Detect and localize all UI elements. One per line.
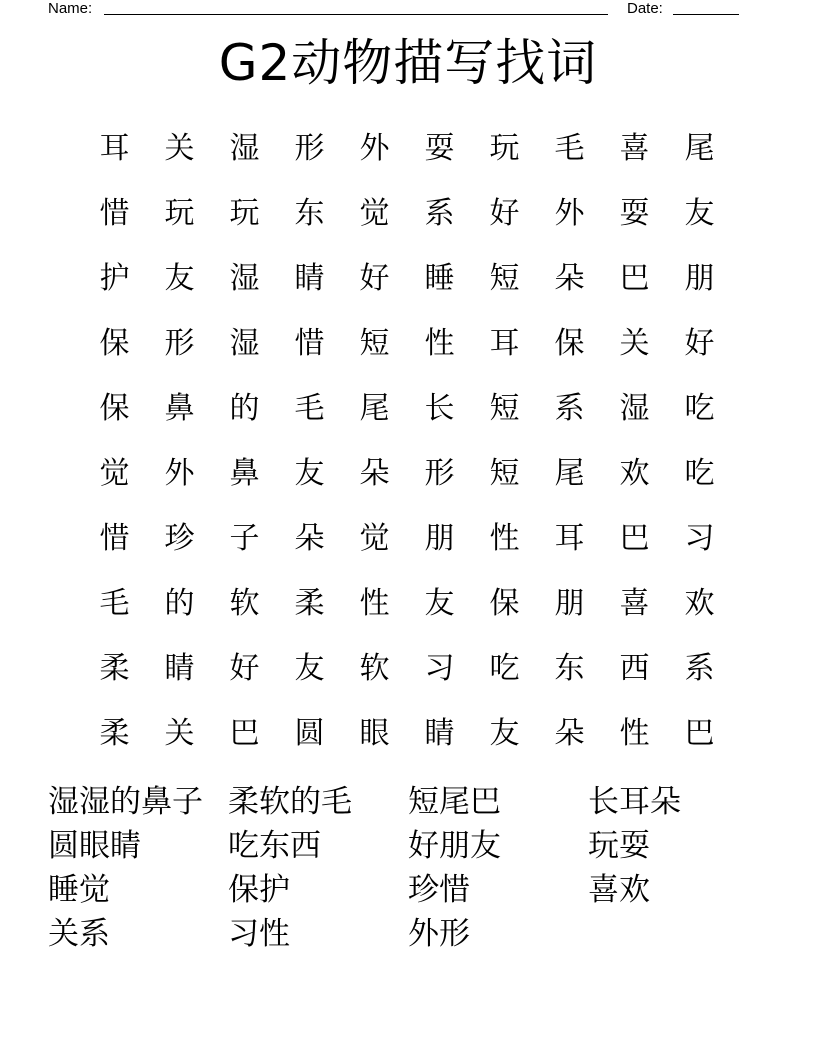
grid-cell: 友 (489, 715, 520, 751)
grid-cell: 湿 (229, 130, 260, 166)
grid-cell: 惜 (99, 520, 130, 556)
grid-cell: 性 (424, 325, 455, 361)
grid-cell: 形 (424, 455, 455, 491)
grid-cell: 柔 (99, 715, 130, 751)
grid-cell: 鼻 (229, 455, 260, 491)
grid-cell: 东 (294, 195, 325, 231)
word-search-grid (82, 112, 732, 762)
grid-cell: 好 (489, 195, 520, 231)
grid-cell: 系 (424, 195, 455, 231)
grid-cell: 的 (229, 390, 260, 426)
grid-cell: 湿 (229, 325, 260, 361)
grid-cell: 吃 (684, 455, 715, 491)
grid-cell: 外 (164, 455, 195, 491)
grid-cell: 耳 (554, 520, 585, 556)
grid-cell: 柔 (294, 585, 325, 621)
grid-cell: 尾 (359, 390, 390, 426)
grid-cell: 护 (99, 260, 130, 296)
grid-cell: 朋 (684, 260, 715, 296)
grid-cell: 耳 (489, 325, 520, 361)
grid-cell: 保 (99, 325, 130, 361)
grid-cell: 关 (619, 325, 650, 361)
grid-cell: 毛 (554, 130, 585, 166)
grid-cell: 关 (164, 130, 195, 166)
grid-cell: 觉 (99, 455, 130, 491)
grid-cell: 巴 (229, 715, 260, 751)
grid-cell: 友 (684, 195, 715, 231)
grid-cell: 朋 (424, 520, 455, 556)
word-list-item: 湿湿的鼻子 (48, 784, 203, 820)
grid-cell: 圆 (294, 715, 325, 751)
grid-cell: 耍 (619, 195, 650, 231)
grid-cell: 鼻 (164, 390, 195, 426)
grid-cell: 保 (554, 325, 585, 361)
grid-cell: 习 (424, 650, 455, 686)
grid-cell: 珍 (164, 520, 195, 556)
grid-cell: 形 (294, 130, 325, 166)
word-list-item: 柔软的毛 (228, 784, 352, 820)
grid-cell: 的 (164, 585, 195, 621)
grid-cell: 巴 (684, 715, 715, 751)
grid-cell: 毛 (99, 585, 130, 621)
grid-cell: 外 (359, 130, 390, 166)
word-list-item: 保护 (228, 872, 290, 908)
grid-cell: 保 (489, 585, 520, 621)
grid-cell: 短 (489, 260, 520, 296)
grid-cell: 朵 (359, 455, 390, 491)
name-label: Name: (48, 0, 93, 17)
grid-cell: 巴 (619, 520, 650, 556)
word-list-item: 习性 (228, 916, 290, 952)
date-label: Date: (627, 0, 663, 17)
grid-cell: 睛 (164, 650, 195, 686)
grid-cell: 朵 (554, 715, 585, 751)
grid-cell: 形 (164, 325, 195, 361)
word-list-item: 喜欢 (588, 872, 650, 908)
grid-cell: 长 (424, 390, 455, 426)
grid-cell: 系 (554, 390, 585, 426)
grid-cell: 友 (164, 260, 195, 296)
grid-cell: 湿 (229, 260, 260, 296)
word-list-item: 外形 (408, 916, 470, 952)
date-blank-line (673, 14, 739, 15)
word-list-item: 睡觉 (48, 872, 110, 908)
grid-cell: 短 (359, 325, 390, 361)
grid-cell: 软 (359, 650, 390, 686)
grid-cell: 系 (684, 650, 715, 686)
word-list-item: 珍惜 (408, 872, 470, 908)
grid-cell: 吃 (684, 390, 715, 426)
grid-cell: 保 (99, 390, 130, 426)
word-list (48, 780, 768, 956)
grid-cell: 短 (489, 390, 520, 426)
word-list-item: 短尾巴 (408, 784, 501, 820)
grid-cell: 喜 (619, 585, 650, 621)
grid-cell: 西 (619, 650, 650, 686)
grid-cell: 惜 (294, 325, 325, 361)
grid-cell: 觉 (359, 520, 390, 556)
grid-cell: 惜 (99, 195, 130, 231)
grid-cell: 友 (424, 585, 455, 621)
word-list-item: 长耳朵 (588, 784, 681, 820)
grid-cell: 朵 (554, 260, 585, 296)
grid-cell: 欢 (619, 455, 650, 491)
grid-cell: 关 (164, 715, 195, 751)
grid-cell: 睛 (424, 715, 455, 751)
grid-cell: 玩 (489, 130, 520, 166)
grid-cell: 睡 (424, 260, 455, 296)
grid-cell: 觉 (359, 195, 390, 231)
grid-cell: 性 (489, 520, 520, 556)
grid-cell: 眼 (359, 715, 390, 751)
grid-cell: 外 (554, 195, 585, 231)
grid-cell: 湿 (619, 390, 650, 426)
grid-cell: 尾 (554, 455, 585, 491)
grid-cell: 友 (294, 650, 325, 686)
grid-cell: 好 (684, 325, 715, 361)
grid-cell: 友 (294, 455, 325, 491)
grid-cell: 玩 (229, 195, 260, 231)
grid-cell: 子 (229, 520, 260, 556)
word-list-item: 玩耍 (588, 828, 650, 864)
grid-cell: 性 (619, 715, 650, 751)
grid-cell: 习 (684, 520, 715, 556)
grid-cell: 喜 (619, 130, 650, 166)
grid-cell: 睛 (294, 260, 325, 296)
grid-cell: 性 (359, 585, 390, 621)
word-list-item: 关系 (48, 916, 110, 952)
grid-cell: 欢 (684, 585, 715, 621)
word-list-item: 好朋友 (408, 828, 501, 864)
grid-cell: 玩 (164, 195, 195, 231)
grid-cell: 巴 (619, 260, 650, 296)
grid-cell: 好 (229, 650, 260, 686)
page-title: G2动物描写找词 (218, 34, 598, 92)
grid-cell: 耳 (99, 130, 130, 166)
word-list-item: 圆眼睛 (48, 828, 141, 864)
grid-cell: 东 (554, 650, 585, 686)
grid-cell: 好 (359, 260, 390, 296)
grid-cell: 朋 (554, 585, 585, 621)
grid-cell: 短 (489, 455, 520, 491)
grid-cell: 吃 (489, 650, 520, 686)
name-blank-line (104, 14, 608, 15)
word-list-item: 吃东西 (228, 828, 321, 864)
grid-cell: 耍 (424, 130, 455, 166)
grid-cell: 毛 (294, 390, 325, 426)
grid-cell: 朵 (294, 520, 325, 556)
grid-cell: 尾 (684, 130, 715, 166)
worksheet-header (0, 0, 816, 20)
grid-cell: 柔 (99, 650, 130, 686)
grid-cell: 软 (229, 585, 260, 621)
